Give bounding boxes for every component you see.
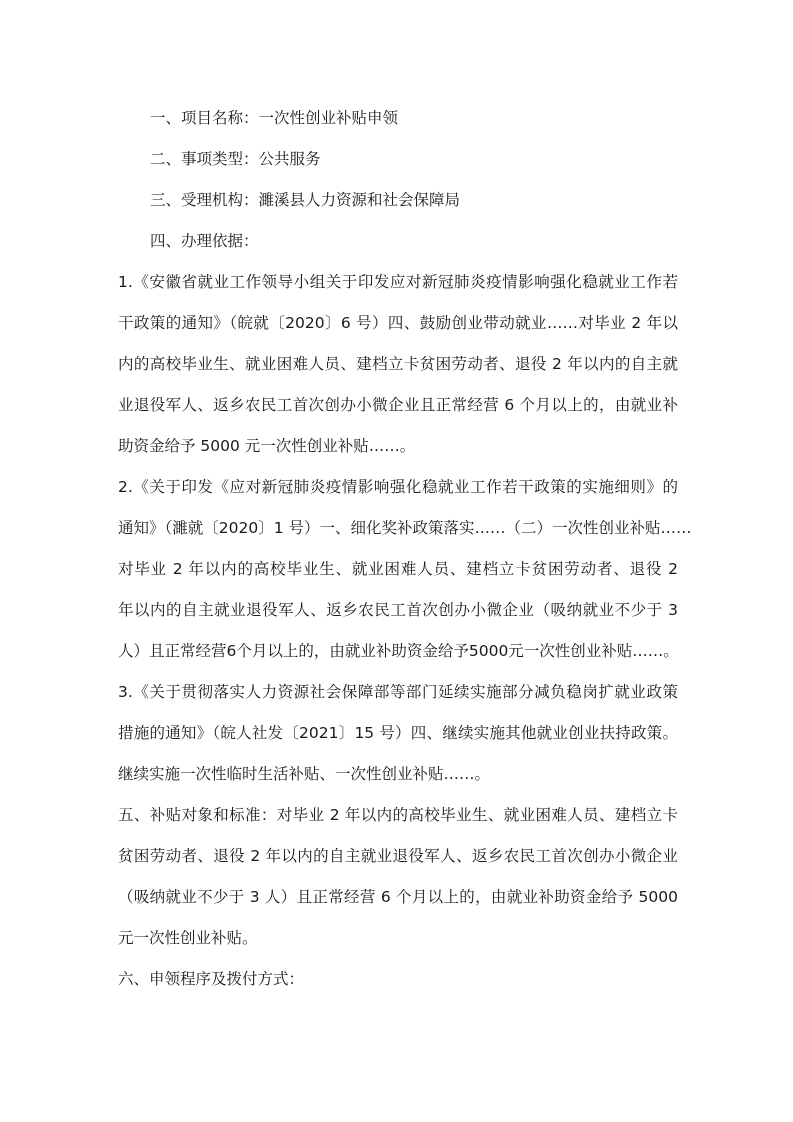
section-application-procedure [118,959,678,1000]
section-5-line: 五、补贴对象和标准：对毕业 2 年以内的高校毕业生、就业困难人员、建档立卡 [118,806,678,824]
basis-2-line: 2.《关于印发《应对新冠肺炎疫情影响强化稳就业工作若干政策的实施细则》的 [118,478,678,496]
heading-item-type: 二、事项类型：公共服务 [150,150,321,168]
document-body [118,98,692,1000]
basis-1-line: 业退役军人、返乡农民工首次创办小微企业且正常经营 6 个月以上的，由就业补 [118,396,678,414]
basis-1-line: 内的高校毕业生、就业困难人员、建档立卡贫困劳动者、退役 2 年以内的自主就 [118,355,678,373]
basis-3-line: 3.《关于贯彻落实人力资源社会保障部等部门延续实施部分减负稳岗扩就业政策 [118,683,678,701]
section-subsidy-standard [118,795,678,959]
section-5-line: 贫困劳动者、退役 2 年以内的自主就业退役军人、返乡农民工首次创办小微企业 [118,847,678,865]
basis-paragraph-3 [118,672,678,795]
basis-3-line: 继续实施一次性临时生活补贴、一次性创业补贴……。 [118,765,491,783]
basis-3-line: 措施的通知》（皖人社发〔2021〕15 号）四、继续实施其他就业创业扶持政策。 [118,724,678,742]
section-5-line: 元一次性创业补贴。 [118,929,258,947]
section-5-line: （吸纳就业不少于 3 人）且正常经营 6 个月以上的，由就业补助资金给予 5000 [118,888,678,906]
basis-2-line: 对毕业 2 年以内的高校毕业生、就业困难人员、建档立卡贫困劳动者、退役 2 [118,560,678,578]
heading-project-name: 一、项目名称：一次性创业补贴申领 [150,109,399,127]
basis-paragraph-1 [118,262,678,467]
heading-basis: 四、办理依据： [150,232,259,250]
basis-2-line: 人）且正常经营6个月以上的，由就业补助资金给予5000元一次性创业补贴……。 [118,642,679,660]
basis-1-line: 干政策的通知》（皖就〔2020〕6 号）四、鼓励创业带动就业……对毕业 2 年以 [118,314,678,332]
heading-agency: 三、受理机构：濉溪县人力资源和社会保障局 [150,191,461,209]
basis-paragraph-2 [118,467,692,672]
basis-2-line: 年以内的自主就业退役军人、返乡农民工首次创办小微企业（吸纳就业不少于 3 [118,601,678,619]
basis-1-line: 1.《安徽省就业工作领导小组关于印发应对新冠肺炎疫情影响强化稳就业工作若 [118,273,678,291]
basis-1-line: 助资金给予 5000 元一次性创业补贴……。 [118,437,416,455]
basis-2-line: 通知》（濉就〔2020〕1 号）一、细化奖补政策落实……（二）一次性创业补贴…… [118,519,692,537]
section-6-heading: 六、申领程序及拨付方式： [118,970,305,988]
